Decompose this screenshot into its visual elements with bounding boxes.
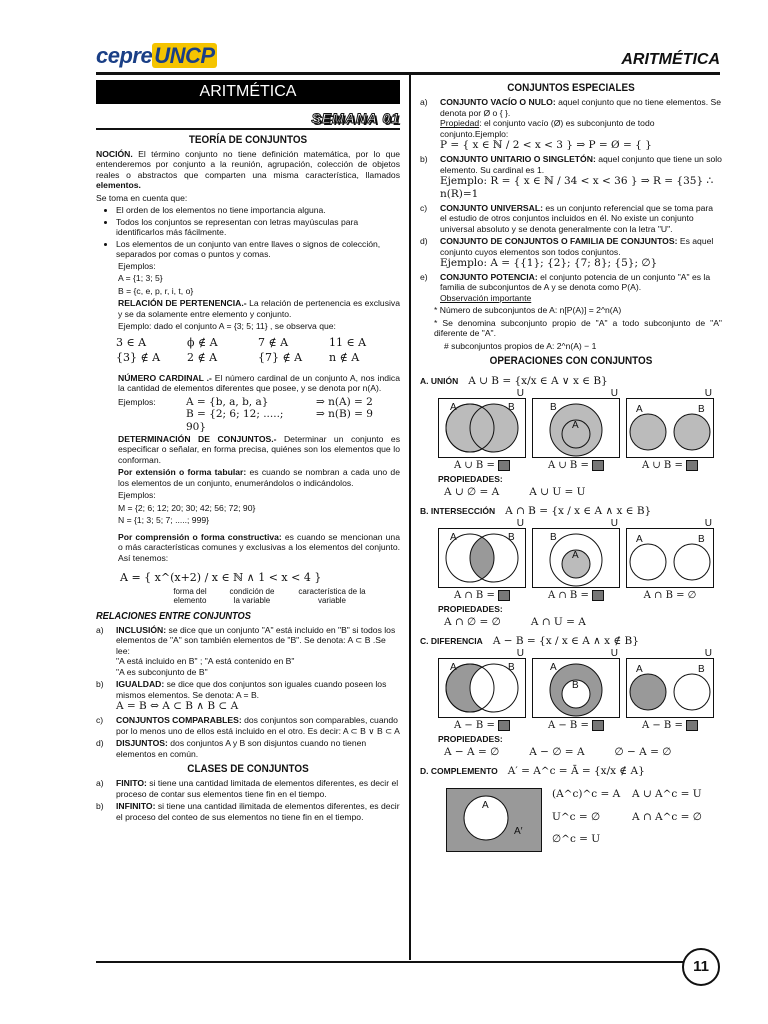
membership-symbols [116, 336, 400, 365]
nocion-paragraph: NOCIÓN. El término conjunto no tiene definición matemática, por lo que entenderemos por conjunto a la reunión, agrupación, colección de objetos reales o abstractos que comparten una misma característica, llamados elementos. [96, 149, 400, 191]
ext-example-m: M = {2; 6; 12; 20; 30; 42; 56; 72; 90} [118, 502, 256, 513]
right-column [420, 78, 722, 852]
venn-intersection-disjoint: A B U [626, 528, 714, 588]
difference-title: C. DIFERENCIA A − B = {x / x ∈ A ∧ x ∉ B} [420, 635, 639, 647]
clase-b: b) INFINITO: si tiene una cantidad ilimitada de elementos diferentes, es decir el proceso del conteo de sus elementos no tiene fin en el tiempo. [96, 801, 400, 822]
page-number: 11 [682, 948, 720, 986]
especial-c: c) CONJUNTO UNIVERSAL: es un conjunto referencial que se toma para el estudio de otros conjuntos incluidos en él. No existe un conjunto universal absoluto y se denota generalmente con la letra "U". [420, 202, 714, 234]
venn-difference-overlap: A B U [438, 658, 526, 718]
example-b: B = {c, e, p, r, i, t, o} [118, 285, 194, 296]
intersection-props: A ∩ ∅ = ∅ A ∩ U = A [444, 616, 586, 629]
especial-e: e) CONJUNTO POTENCIA: el conjunto potencia de un conjunto "A" es la familia de subconjuntos de A y se denota como P(A). Observación importante [420, 271, 711, 303]
venn-union-overlap: A B U [438, 398, 526, 458]
venn-intersection-overlap: A B U [438, 528, 526, 588]
pertenencia-paragraph: RELACIÓN DE PERTENENCIA.- La relación de pertenencia es exclusiva y se da solamente entre elemento y conjunto. [118, 298, 400, 319]
examples-label: Ejemplos: [118, 260, 156, 271]
symbol: {7} ∉ A [258, 351, 303, 365]
subject-title: ARITMÉTICA [621, 51, 720, 68]
clases-title: CLASES DE CONJUNTOS [187, 763, 309, 776]
relation-d: d) DISJUNTOS: dos conjuntos A y B son disjuntos cuando no tienen elementos en común. [96, 738, 367, 759]
especiales-title: CONJUNTOS ESPECIALES [507, 82, 635, 94]
se-toma-text: Se toma en cuenta que: [96, 192, 188, 203]
example-a: A = {1; 3; 5} [118, 273, 163, 284]
week-label: SEMANA 01 [96, 110, 400, 130]
pertenencia-example: Ejemplo: dado el conjunto A = {3; 5; 11} , se observa que: [118, 321, 336, 332]
difference-props: A − A = ∅ A − ∅ = A ∅ − A = ∅ [444, 746, 672, 759]
complement-section [446, 788, 722, 852]
comprension-paragraph: Por comprensión o forma constructiva: es cuando se mencionan una o más características comunes y exclusivas a los elementos del conjunto. Así tenemos: [118, 531, 400, 563]
venn-complement: A A′ [446, 788, 540, 852]
symbol: {3} ∉ A [116, 351, 161, 365]
list-item: • El orden de los elementos no tiene importancia alguna. [116, 205, 400, 215]
relation-b: b) IGUALDAD: se dice que dos conjuntos son iguales cuando poseen los mismos elementos. Se denota: A = B. A = B ⇔ A ⊂ B ∧ B ⊂ A [96, 679, 387, 713]
cardinal-example-1: Ejemplos: A = {b, a, b, a} ⇒ n(A) = 2 [118, 395, 373, 408]
symbol: 2 ∉ A [187, 351, 218, 365]
union-results: A ∪ B = A ∪ B = A ∪ B = [438, 460, 722, 472]
cardinal-paragraph: NÚMERO CARDINAL .- El número cardinal de un conjunto A, nos indica la cantidad de elementos diferentes que posee, y se denota por n(A). [118, 372, 400, 394]
symbol: n ∉ A [329, 351, 360, 365]
comprension-formula: A = { x^(x+2) / x ∈ ℕ ∧ 1 < x < 4 } [120, 571, 322, 585]
symbol: 7 ∉ A [258, 335, 289, 349]
operaciones-title: OPERACIONES CON CONJUNTOS [489, 355, 653, 368]
intersection-diagrams [438, 517, 722, 588]
extension-paragraph: Por extensión o forma tabular: es cuando se nombran a cada uno de los elementos de un conjunto, enumerándolos o indicándolos. [118, 467, 400, 488]
intersection-title: B. INTERSECCIÓN A ∩ B = {x / x ∈ A ∧ x ∈ B} [420, 504, 652, 517]
cardinal-example-2: B = {2; 6; 12; .....; 90} ⇒ n(B) = 9 [186, 408, 373, 434]
ext-examples-label: Ejemplos: [118, 490, 156, 501]
difference-diagrams [438, 647, 722, 718]
venn-difference-subset: A B U [532, 658, 620, 718]
left-column [96, 78, 400, 824]
union-props: A ∪ ∅ = A A ∪ U = U [444, 486, 586, 499]
symbol: 3 ∈ A [116, 335, 147, 349]
venn-intersection-subset: B A U [532, 528, 620, 588]
list-item: • Todos los conjuntos se representan con letras mayúsculas para identificarlos más fácilmente. [116, 217, 400, 238]
union-diagrams [438, 387, 722, 458]
section-title: TEORÍA DE CONJUNTOS [188, 133, 308, 146]
union-title: A. UNIÓN A ∪ B = {x/x ∈ A ∨ x ∈ B} [420, 374, 608, 387]
cepre-logo: cepreUNCP [96, 43, 215, 68]
comprension-notes: forma del elemento condición de la variable característica de la variable [173, 586, 366, 606]
column-divider [409, 75, 411, 960]
banner-title: ARITMÉTICA [96, 80, 400, 104]
symbol: ϕ ∉ A [187, 335, 218, 349]
top-rule [96, 72, 720, 75]
potencia-obs-2: * Se denomina subconjunto propio de "A" a todo subconjunto de "A" diferente de "A". [434, 317, 722, 339]
potencia-obs-1: * Número de subconjuntos de A: n[P(A)] = 2^n(A) [434, 305, 622, 316]
venn-union-disjoint: A B U [626, 398, 714, 458]
ext-example-n: N = {1; 3; 5; 7; .....; 999} [118, 515, 210, 526]
potencia-obs-3: # subconjuntos propios de A: 2^n(A) − 1 [444, 340, 597, 351]
difference-results: A − B = A − B = A − B = [438, 720, 722, 732]
clase-a: a) FINITO: si tiene una cantidad limitada de elementos diferentes, es decir el proceso de contar sus elementos tiene fin en el tiempo. [96, 778, 399, 799]
bottom-rule [96, 961, 688, 963]
especial-a: a) CONJUNTO VACÍO O NULO: aquel conjunto que no tiene elementos. Se denota por Ø o { }. Propiedad: el conjunto vacío (Ø) es subconjunto de todo conjunto.Ejemplo: P = { x ∈ ℕ / 2 < x < 3 } ⇒ P = Ø = { } [420, 97, 722, 152]
difference-props-label: PROPIEDADES: [438, 733, 503, 744]
bullet-list [96, 205, 400, 259]
intersection-props-label: PROPIEDADES: [438, 603, 503, 614]
complement-props: (A^c)^c = A A ∪ A^c = U U^c = ∅ A ∩ A^c = ∅ ∅^c = U [552, 787, 702, 846]
list-item: • Los elementos de un conjunto van entre llaves o signos de colección, separados por comas o puntos y comas. [116, 239, 400, 260]
venn-union-subset: B A U [532, 398, 620, 458]
relation-c: c) CONJUNTOS COMPARABLES: dos conjuntos son comparables, cuando por lo menos uno de ellos está incluido en el otro. Es decir: A ⊂ B ∨ B ⊂ A [96, 715, 400, 736]
union-props-label: PROPIEDADES: [438, 473, 503, 484]
determinacion-paragraph: DETERMINACIÓN DE CONJUNTOS.- Determinar un conjunto es especificar o señalar, en forma precisa, quiénes son los elementos que lo conforman. [118, 433, 400, 465]
especial-d: d) CONJUNTO DE CONJUNTOS O FAMILIA DE CONJUNTOS: Es aquel conjunto cuyos elementos son todos conjuntos. Ejemplo: A = {{1}; {2}; {7; 8}; {5}; ∅} [420, 236, 714, 270]
intersection-results: A ∩ B = A ∩ B = A ∩ B = ∅ [453, 589, 697, 601]
venn-difference-disjoint: A B U [626, 658, 714, 718]
symbol: 11 ∈ A [329, 335, 367, 349]
complement-title: D. COMPLEMENTO A′ = A^c = Ā = {x/x ∉ A} [420, 765, 645, 778]
relation-a: a) INCLUSIÓN: se dice que un conjunto "A" está incluido en "B" si todos los elementos de "A" son también elementos de "B". Se denota: A ⊂ B .Se lee: "A está incluido en B" ; "A está contenido en B" "A es subconjunto de B" [96, 624, 396, 677]
relaciones-title: RELACIONES ENTRE CONJUNTOS [96, 610, 251, 623]
especial-b: b) CONJUNTO UNITARIO O SINGLETÓN: aquel conjunto que tiene un solo elemento. Su cardinal es 1. Ejemplo: R = { x ∈ ℕ / 34 < x < 36 } ⇒ R = {35} ∴ n(R)=1 [420, 154, 722, 200]
